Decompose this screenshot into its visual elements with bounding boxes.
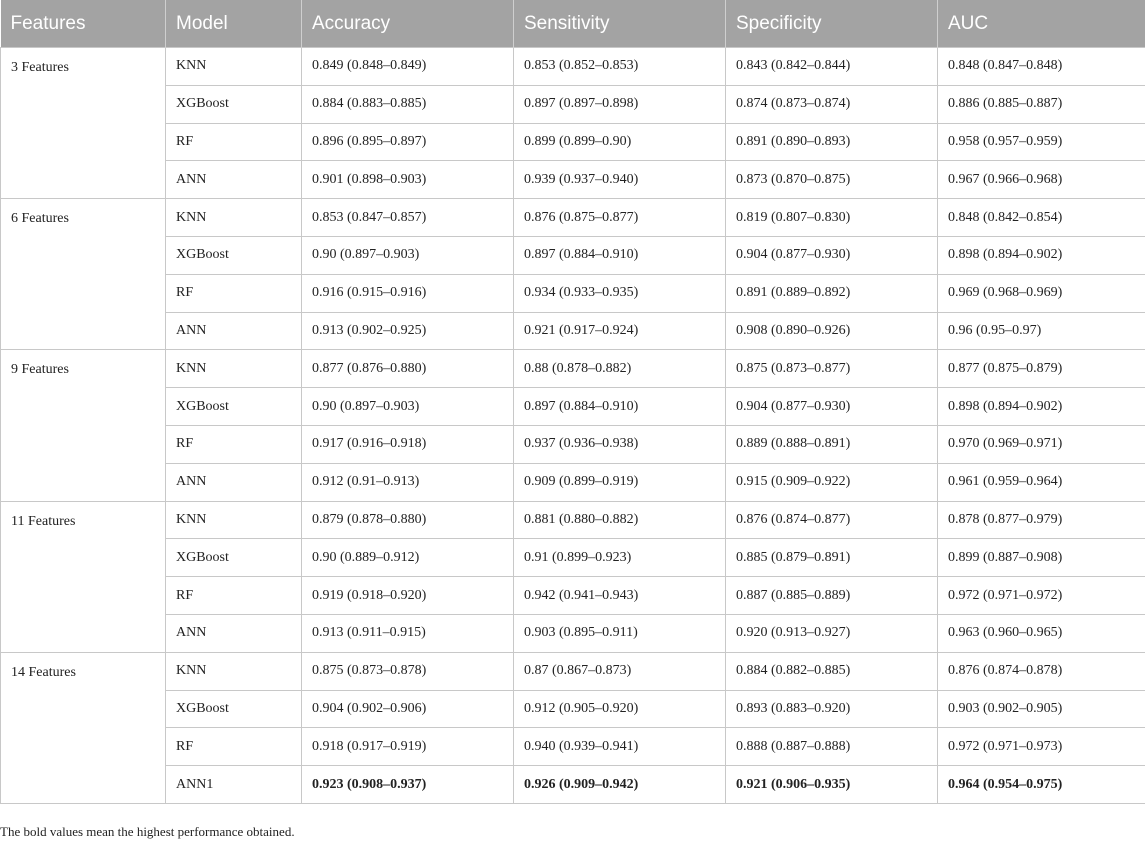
auc-cell: 0.958 (0.957–0.959) bbox=[938, 123, 1145, 161]
auc-cell: 0.877 (0.875–0.879) bbox=[938, 350, 1145, 388]
sensitivity-cell: 0.909 (0.899–0.919) bbox=[514, 463, 726, 501]
model-cell: XGBoost bbox=[166, 539, 302, 577]
accuracy-cell: 0.877 (0.876–0.880) bbox=[302, 350, 514, 388]
table-body bbox=[1, 48, 1145, 804]
accuracy-cell: 0.901 (0.898–0.903) bbox=[302, 161, 514, 199]
specificity-cell: 0.921 (0.906–0.935) bbox=[726, 766, 938, 804]
table-row bbox=[1, 539, 1145, 577]
auc-cell: 0.876 (0.874–0.878) bbox=[938, 652, 1145, 690]
specificity-cell: 0.885 (0.879–0.891) bbox=[726, 539, 938, 577]
model-cell: RF bbox=[166, 425, 302, 463]
specificity-cell: 0.819 (0.807–0.830) bbox=[726, 199, 938, 237]
table-header-row bbox=[1, 0, 1145, 48]
accuracy-cell: 0.913 (0.911–0.915) bbox=[302, 614, 514, 652]
model-cell: ANN bbox=[166, 161, 302, 199]
sensitivity-cell: 0.881 (0.880–0.882) bbox=[514, 501, 726, 539]
accuracy-cell: 0.917 (0.916–0.918) bbox=[302, 425, 514, 463]
model-cell: KNN bbox=[166, 48, 302, 86]
auc-cell: 0.967 (0.966–0.968) bbox=[938, 161, 1145, 199]
table-row bbox=[1, 388, 1145, 426]
header-features: Features bbox=[1, 0, 166, 48]
table-row bbox=[1, 690, 1145, 728]
model-cell: XGBoost bbox=[166, 85, 302, 123]
sensitivity-cell: 0.926 (0.909–0.942) bbox=[514, 766, 726, 804]
model-cell: XGBoost bbox=[166, 236, 302, 274]
auc-cell: 0.886 (0.885–0.887) bbox=[938, 85, 1145, 123]
specificity-cell: 0.904 (0.877–0.930) bbox=[726, 388, 938, 426]
table-row bbox=[1, 85, 1145, 123]
table-footnote: The bold values mean the highest performance obtained. bbox=[0, 824, 295, 839]
table-row bbox=[1, 766, 1145, 804]
auc-cell: 0.972 (0.971–0.972) bbox=[938, 577, 1145, 615]
specificity-cell: 0.889 (0.888–0.891) bbox=[726, 425, 938, 463]
table-row bbox=[1, 425, 1145, 463]
specificity-cell: 0.920 (0.913–0.927) bbox=[726, 614, 938, 652]
sensitivity-cell: 0.876 (0.875–0.877) bbox=[514, 199, 726, 237]
specificity-cell: 0.888 (0.887–0.888) bbox=[726, 728, 938, 766]
accuracy-cell: 0.913 (0.902–0.925) bbox=[302, 312, 514, 350]
accuracy-cell: 0.916 (0.915–0.916) bbox=[302, 274, 514, 312]
model-cell: KNN bbox=[166, 501, 302, 539]
specificity-cell: 0.843 (0.842–0.844) bbox=[726, 48, 938, 86]
auc-cell: 0.903 (0.902–0.905) bbox=[938, 690, 1145, 728]
specificity-cell: 0.904 (0.877–0.930) bbox=[726, 236, 938, 274]
feature-group-label: 9 Features bbox=[1, 350, 166, 501]
specificity-cell: 0.887 (0.885–0.889) bbox=[726, 577, 938, 615]
sensitivity-cell: 0.939 (0.937–0.940) bbox=[514, 161, 726, 199]
sensitivity-cell: 0.903 (0.895–0.911) bbox=[514, 614, 726, 652]
header-auc: AUC bbox=[938, 0, 1145, 48]
specificity-cell: 0.908 (0.890–0.926) bbox=[726, 312, 938, 350]
sensitivity-cell: 0.934 (0.933–0.935) bbox=[514, 274, 726, 312]
accuracy-cell: 0.919 (0.918–0.920) bbox=[302, 577, 514, 615]
auc-cell: 0.878 (0.877–0.979) bbox=[938, 501, 1145, 539]
header-accuracy: Accuracy bbox=[302, 0, 514, 48]
table-row bbox=[1, 48, 1145, 86]
table-row bbox=[1, 123, 1145, 161]
accuracy-cell: 0.90 (0.897–0.903) bbox=[302, 388, 514, 426]
model-cell: RF bbox=[166, 274, 302, 312]
sensitivity-cell: 0.88 (0.878–0.882) bbox=[514, 350, 726, 388]
accuracy-cell: 0.879 (0.878–0.880) bbox=[302, 501, 514, 539]
specificity-cell: 0.893 (0.883–0.920) bbox=[726, 690, 938, 728]
accuracy-cell: 0.896 (0.895–0.897) bbox=[302, 123, 514, 161]
model-cell: RF bbox=[166, 728, 302, 766]
accuracy-cell: 0.853 (0.847–0.857) bbox=[302, 199, 514, 237]
header-model: Model bbox=[166, 0, 302, 48]
sensitivity-cell: 0.897 (0.884–0.910) bbox=[514, 388, 726, 426]
sensitivity-cell: 0.942 (0.941–0.943) bbox=[514, 577, 726, 615]
sensitivity-cell: 0.897 (0.884–0.910) bbox=[514, 236, 726, 274]
accuracy-cell: 0.904 (0.902–0.906) bbox=[302, 690, 514, 728]
feature-group-label: 6 Features bbox=[1, 199, 166, 350]
auc-cell: 0.898 (0.894–0.902) bbox=[938, 236, 1145, 274]
table-row bbox=[1, 199, 1145, 237]
sensitivity-cell: 0.853 (0.852–0.853) bbox=[514, 48, 726, 86]
table-row bbox=[1, 161, 1145, 199]
accuracy-cell: 0.90 (0.897–0.903) bbox=[302, 236, 514, 274]
model-cell: XGBoost bbox=[166, 388, 302, 426]
auc-cell: 0.898 (0.894–0.902) bbox=[938, 388, 1145, 426]
accuracy-cell: 0.90 (0.889–0.912) bbox=[302, 539, 514, 577]
sensitivity-cell: 0.87 (0.867–0.873) bbox=[514, 652, 726, 690]
model-cell: RF bbox=[166, 577, 302, 615]
table-row bbox=[1, 236, 1145, 274]
accuracy-cell: 0.849 (0.848–0.849) bbox=[302, 48, 514, 86]
sensitivity-cell: 0.912 (0.905–0.920) bbox=[514, 690, 726, 728]
auc-cell: 0.848 (0.842–0.854) bbox=[938, 199, 1145, 237]
auc-cell: 0.964 (0.954–0.975) bbox=[938, 766, 1145, 804]
specificity-cell: 0.876 (0.874–0.877) bbox=[726, 501, 938, 539]
specificity-cell: 0.915 (0.909–0.922) bbox=[726, 463, 938, 501]
feature-group-label: 11 Features bbox=[1, 501, 166, 652]
table-row bbox=[1, 501, 1145, 539]
model-cell: KNN bbox=[166, 350, 302, 388]
model-cell: XGBoost bbox=[166, 690, 302, 728]
table-row bbox=[1, 274, 1145, 312]
accuracy-cell: 0.875 (0.873–0.878) bbox=[302, 652, 514, 690]
specificity-cell: 0.874 (0.873–0.874) bbox=[726, 85, 938, 123]
sensitivity-cell: 0.937 (0.936–0.938) bbox=[514, 425, 726, 463]
table-row bbox=[1, 350, 1145, 388]
feature-group-label: 14 Features bbox=[1, 652, 166, 803]
specificity-cell: 0.891 (0.889–0.892) bbox=[726, 274, 938, 312]
sensitivity-cell: 0.897 (0.897–0.898) bbox=[514, 85, 726, 123]
specificity-cell: 0.873 (0.870–0.875) bbox=[726, 161, 938, 199]
accuracy-cell: 0.918 (0.917–0.919) bbox=[302, 728, 514, 766]
model-cell: ANN1 bbox=[166, 766, 302, 804]
header-specificity: Specificity bbox=[726, 0, 938, 48]
table-row bbox=[1, 312, 1145, 350]
sensitivity-cell: 0.899 (0.899–0.90) bbox=[514, 123, 726, 161]
model-cell: ANN bbox=[166, 312, 302, 350]
model-cell: KNN bbox=[166, 652, 302, 690]
model-cell: KNN bbox=[166, 199, 302, 237]
auc-cell: 0.972 (0.971–0.973) bbox=[938, 728, 1145, 766]
table-row bbox=[1, 463, 1145, 501]
specificity-cell: 0.891 (0.890–0.893) bbox=[726, 123, 938, 161]
feature-group-label: 3 Features bbox=[1, 48, 166, 199]
accuracy-cell: 0.923 (0.908–0.937) bbox=[302, 766, 514, 804]
auc-cell: 0.899 (0.887–0.908) bbox=[938, 539, 1145, 577]
header-sensitivity: Sensitivity bbox=[514, 0, 726, 48]
auc-cell: 0.963 (0.960–0.965) bbox=[938, 614, 1145, 652]
model-cell: ANN bbox=[166, 463, 302, 501]
sensitivity-cell: 0.921 (0.917–0.924) bbox=[514, 312, 726, 350]
auc-cell: 0.969 (0.968–0.969) bbox=[938, 274, 1145, 312]
sensitivity-cell: 0.91 (0.899–0.923) bbox=[514, 539, 726, 577]
model-cell: RF bbox=[166, 123, 302, 161]
specificity-cell: 0.884 (0.882–0.885) bbox=[726, 652, 938, 690]
sensitivity-cell: 0.940 (0.939–0.941) bbox=[514, 728, 726, 766]
table-row bbox=[1, 728, 1145, 766]
table-row bbox=[1, 577, 1145, 615]
specificity-cell: 0.875 (0.873–0.877) bbox=[726, 350, 938, 388]
auc-cell: 0.961 (0.959–0.964) bbox=[938, 463, 1145, 501]
auc-cell: 0.848 (0.847–0.848) bbox=[938, 48, 1145, 86]
model-cell: ANN bbox=[166, 614, 302, 652]
auc-cell: 0.970 (0.969–0.971) bbox=[938, 425, 1145, 463]
table-row bbox=[1, 614, 1145, 652]
auc-cell: 0.96 (0.95–0.97) bbox=[938, 312, 1145, 350]
accuracy-cell: 0.884 (0.883–0.885) bbox=[302, 85, 514, 123]
accuracy-cell: 0.912 (0.91–0.913) bbox=[302, 463, 514, 501]
table-row bbox=[1, 652, 1145, 690]
